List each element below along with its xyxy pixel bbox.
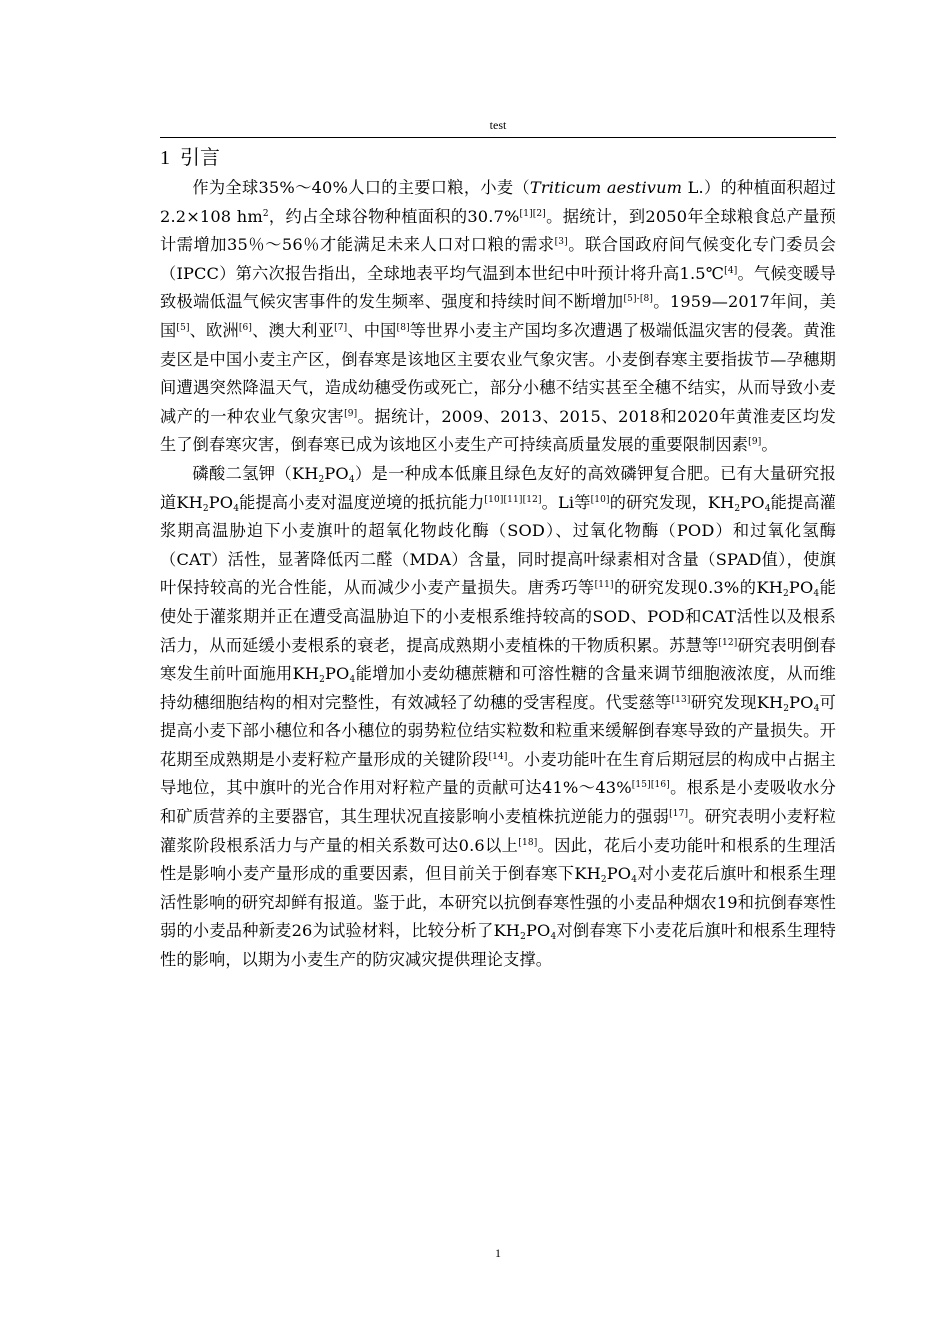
citation-superscript: [7] (334, 322, 348, 333)
text-run: PO (606, 864, 632, 884)
text-run: 能提高小麦对温度逆境的抵抗能力 (239, 492, 485, 512)
body-text (160, 174, 836, 975)
chemical-subscript: 4 (550, 932, 557, 943)
text-run: L.）的种植面积超过2.2×108 hm (160, 178, 836, 226)
chemical-subscript: 2 (783, 589, 789, 600)
text-run: 的研究发现0.3%的KH (613, 578, 784, 598)
citation-superscript: [3] (554, 237, 568, 248)
section-heading (160, 143, 220, 172)
chemical-subscript: 4 (813, 703, 820, 714)
text-run: 。小麦功能叶在生育后期冠层的构成中占据主导地位，其中旗叶的光合作用对籽粒产量的贡献可达41%～43% (160, 749, 837, 798)
chemical-subscript: 2 (734, 503, 741, 514)
text-run: ）是一种成本低廉且绿色友好的高效磷钾复合肥。已有大量研究报道KH (160, 463, 836, 512)
paragraph-intro-1 (160, 174, 836, 460)
chemical-subscript: 2 (600, 875, 607, 886)
text-run: 。 (761, 435, 778, 455)
chemical-subscript: 4 (233, 503, 240, 514)
text-run: PO (325, 664, 350, 684)
text-run: 。据统计，2009、2013、2015、2018和2020年黄淮麦区均发生了倒春寒灾害，倒春寒已成为该地区小麦生产可持续高质量发展的重要限制因素 (160, 406, 836, 455)
text-run: 。据统计，到2050年全球粮食总产量预计需增加35％～56％才能满足未来人口对口粮的需求 (160, 206, 837, 255)
chemical-subscript: 4 (349, 675, 356, 686)
citation-superscript: [17] (669, 809, 689, 820)
text-run: PO (208, 492, 234, 512)
chemical-subscript: 2 (318, 474, 325, 485)
chemical-subscript: 4 (631, 875, 638, 886)
citation-superscript: [5] (176, 322, 190, 333)
citation-superscript: [15][16] (631, 780, 670, 791)
text-run: 能增加小麦幼穗蔗糖和可溶性糖的含量来调节细胞液浓度，从而维持幼穗细胞结构的相对完整性，有效减轻了幼穗的受害程度。代雯慈等 (160, 664, 836, 712)
text-run: 。气候变暖导致极端低温气候灾害事件的发生频率、强度和持续时间不断增加 (160, 263, 836, 312)
citation-superscript: [12] (718, 637, 738, 648)
text-run: PO (740, 492, 765, 512)
text-run: 。Li等 (541, 492, 591, 512)
text-run: PO (324, 463, 349, 483)
text-run: 磷酸二氢钾（KH (192, 463, 319, 483)
citation-superscript: [9] (344, 408, 358, 419)
citation-superscript: [10][11][12] (484, 494, 542, 505)
text-run: 对倒春寒下小麦花后旗叶和根系生理特性的影响，以期为小麦生产的防灾减灾提供理论支撑。 (160, 921, 836, 970)
citation-superscript: [10] (590, 494, 610, 505)
text-run: 研究表明倒春寒发生前叶面施用KH (160, 635, 836, 684)
text-run: 。联合国政府间气候变化专门委员会（IPCC）第六次报告指出，全球地表平均气温到本世纪中叶预计将升高1.5℃ (160, 235, 836, 283)
text-run: 、欧洲 (189, 320, 239, 340)
text-run: 研究发现KH (690, 692, 784, 712)
text-run: 能使处于灌浆期并正在遭受高温胁迫下的小麦根系维持较高的SOD、POD和CAT活性以及根系活力，从而延缓小麦根系的衰老，提高成熟期小麦植株的干物质积累。苏慧等 (160, 578, 836, 655)
citation-superscript: 2 (262, 208, 269, 219)
chemical-subscript: 2 (319, 675, 325, 686)
citation-superscript: [6] (238, 322, 253, 333)
citation-superscript: [18] (518, 837, 538, 848)
text-run: PO (525, 921, 551, 941)
text-run: PO (789, 692, 814, 712)
text-run: 对小麦花后旗叶和根系生理活性影响的研究却鲜有报道。鉴于此，本研究以抗倒春寒性强的小麦品种烟农19和抗倒春寒性弱的小麦品种新麦26为试验材料，比较分析了KH (160, 864, 836, 941)
chemical-subscript: 2 (783, 703, 790, 714)
paragraph-intro-2 (160, 460, 836, 975)
citation-superscript: [4] (724, 265, 738, 276)
chemical-subscript: 4 (813, 589, 820, 600)
page-number: 1 (495, 1246, 501, 1260)
chemical-subscript: 4 (348, 474, 355, 485)
citation-superscript: [9] (748, 437, 762, 448)
text-run: 、中国 (347, 320, 397, 340)
text-run: 的研究发现，KH (609, 492, 735, 512)
running-head: test (489, 118, 507, 132)
text-run: 。因此，花后小麦功能叶和根系的生理活性是影响小麦产量形成的重要因素，但目前关于倒春寒下KH (160, 835, 836, 884)
text-run: 能提高灌浆期高温胁迫下小麦旗叶的超氧化物歧化酶（SOD）、过氧化物酶（POD）和过氧化氢酶（CAT）活性，显著降低丙二醛（MDA）含量，同时提高叶绿素相对含量（SPAD值），使旗叶保持较高的光合性能，从而减少小麦产量损失。唐秀巧等 (160, 492, 837, 598)
citation-superscript: [8] (396, 322, 410, 333)
chemical-subscript: 4 (764, 503, 771, 514)
section-number: 1 (160, 147, 170, 169)
citation-superscript: [11] (594, 580, 614, 591)
text-run: 作为全球35%～40%人口的主要口粮，小麦（ (192, 178, 530, 197)
text-run: 、澳大利亚 (252, 320, 335, 340)
text-run: ，约占全球谷物种植面积的30.7% (268, 206, 520, 226)
citation-superscript: [1][2] (519, 208, 546, 219)
text-run: 等世界小麦主产国均多次遭遇了极端低温灾害的侵袭。黄淮麦区是中国小麦主产区，倒春寒是该地区主要农业气象灾害。小麦倒春寒主要指拔节—孕穗期间遭遇突然降温天气，造成幼穗受伤或死亡，部分小穗不结实甚至全穗不结实，从而导致小麦减产的一种农业气象灾害 (160, 320, 837, 426)
citation-superscript: [5]-[8] (623, 294, 654, 305)
text-run: 。1959—2017年间，美国 (160, 292, 836, 340)
chemical-subscript: 2 (520, 932, 526, 943)
text-run: PO (788, 578, 814, 598)
text-run: 。研究表明小麦籽粒灌浆阶段根系活力与产量的相关系数可达0.6以上 (160, 807, 836, 855)
citation-superscript: [13] (671, 694, 691, 705)
text-run: 可提高小麦下部小穗位和各小穗位的弱势粒位结实粒数和粒重来缓解倒春寒导致的产量损失。开花期至成熟期是小麦籽粒产量形成的关键阶段 (160, 692, 836, 769)
chemical-subscript: 2 (202, 503, 209, 514)
header-rule (160, 137, 836, 138)
text-run: 。根系是小麦吸收水分和矿质营养的主要器官，其生理状况直接影响小麦植株抗逆能力的强弱 (160, 778, 836, 827)
italic-text: Triticum aestivum (529, 178, 683, 197)
section-title: 引言 (180, 145, 220, 169)
citation-superscript: [14] (488, 751, 508, 762)
